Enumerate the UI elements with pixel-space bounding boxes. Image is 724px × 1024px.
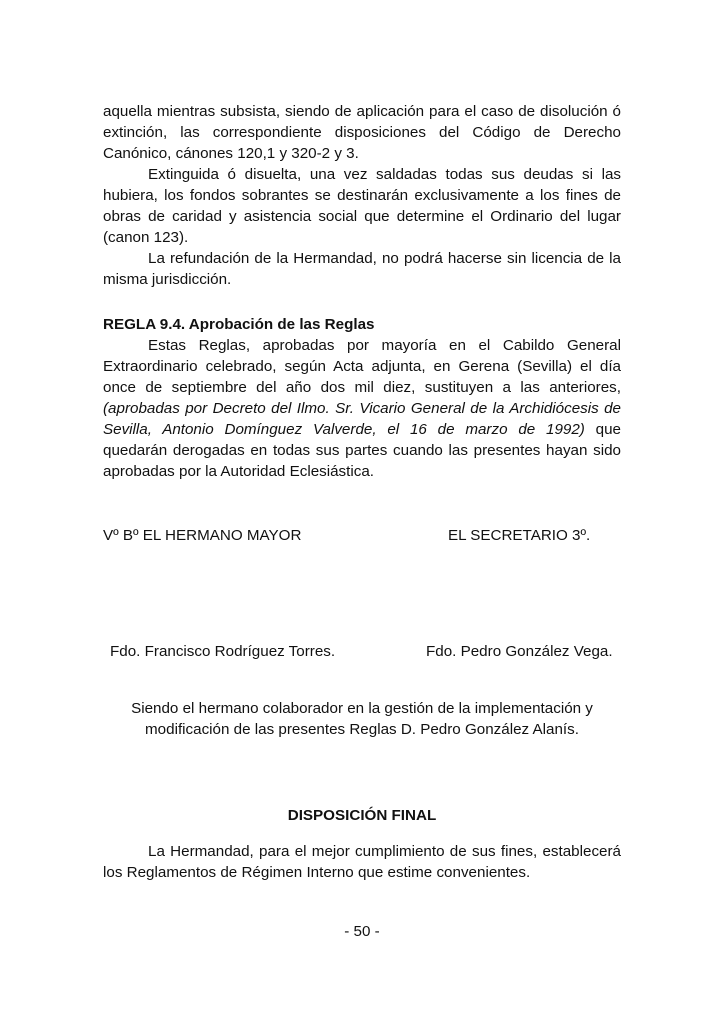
final-section [103, 805, 621, 883]
paragraph-refoundation: La refundación de la Hermandad, no podrá hacerse sin licencia de la misma jurisdicción. [103, 250, 621, 288]
signature-left-name: Fdo. Francisco Rodríguez Torres. [110, 643, 336, 660]
rule-text-after: que quedarán derogadas en todas sus partes cuando las presentes hayan sido aprobadas por la Autoridad Eclesiástica. [103, 421, 621, 480]
rule-heading: REGLA 9.4. Aprobación de las Reglas [103, 316, 375, 333]
collaborator-note-line-2: modificación de las presentes Reglas D. Pedro González Alanís. [145, 721, 579, 738]
paragraph-dissolution: aquella mientras subsista, siendo de aplicación para el caso de disolución ó extinción, las correspondiente disposiciones del Código de Derecho Canónico, cánones 120,1 y 320-2 y 3. [103, 103, 621, 162]
page-number: - 50 - [344, 923, 380, 940]
final-heading: DISPOSICIÓN FINAL [287, 807, 437, 824]
collaborator-note-line-1: Siendo el hermano colaborador en la gestión de la implementación y [131, 700, 593, 717]
signature-titles [103, 525, 621, 546]
signature-right-name: Fdo. Pedro González Vega. [426, 643, 613, 660]
document-page [103, 101, 621, 482]
paragraph-extinction: Extinguida ó disuelta, una vez saldadas todas sus deudas si las hubiera, los fondos sobrantes se destinarán exclusivamente a los fines de obras de caridad y asistencia social que determine el Ordinario del lugar (canon 123). [103, 166, 621, 246]
collaborator-note [103, 698, 621, 740]
signature-names [110, 641, 621, 662]
rule-text-italic: (aprobadas por Decreto del Ilmo. Sr. Vicario General de la Archidiócesis de Sevilla, Antonio Domínguez Valverde, el 16 de marzo de 1992) [103, 400, 621, 438]
final-paragraph: La Hermandad, para el mejor cumplimiento de sus fines, establecerá los Reglamentos de Régimen Interno que estime convenientes. [103, 843, 621, 881]
rule-paragraph [103, 335, 621, 482]
rule-text-before: Estas Reglas, aprobadas por mayoría en el Cabildo General Extraordinario celebrado, según Acta adjunta, en Gerena (Sevilla) el día once de septiembre del año dos mil diez, sustituyen a las anteriores, [103, 337, 621, 396]
signature-left-title: Vº Bº EL HERMANO MAYOR [103, 527, 302, 544]
signature-right-title: EL SECRETARIO 3º. [448, 527, 591, 544]
